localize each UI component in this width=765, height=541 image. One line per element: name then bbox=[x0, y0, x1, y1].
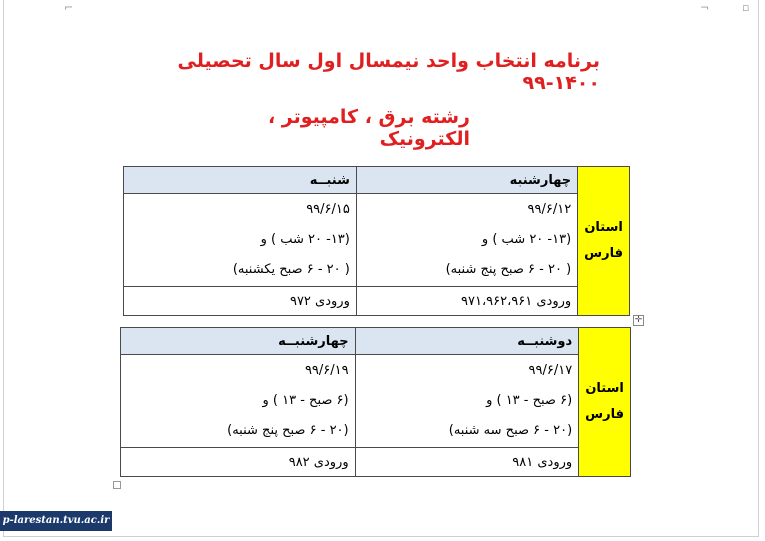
entry-cell: ورودی ۹۸۲ bbox=[121, 448, 356, 477]
corner-crop-mark-icon: ¬ bbox=[700, 1, 710, 14]
schedule-table-2 bbox=[120, 327, 631, 477]
close-icon[interactable]: ▫ bbox=[742, 1, 750, 14]
schedule-table-1 bbox=[123, 166, 630, 316]
entry-cell: ورودی ۹۷۲ bbox=[124, 287, 357, 316]
page-subtitle: رشته برق ، کامپیوتر ، الکترونیک bbox=[267, 106, 470, 150]
day-header: دوشنبــه bbox=[355, 328, 579, 355]
time-text: (۱۳- ۲۰ شب ) و bbox=[260, 232, 350, 247]
table-row bbox=[121, 448, 631, 477]
table-row bbox=[121, 355, 631, 448]
day-header: شنبــه bbox=[124, 167, 357, 194]
schedule-cell bbox=[124, 194, 357, 287]
time-text: (۲۰ - ۶ صبح پنج شنبه) bbox=[227, 423, 349, 438]
time-text: (۱۳- ۲۰ شب ) و bbox=[481, 232, 572, 247]
date-text: ۹۹/۶/۱۵ bbox=[306, 202, 350, 217]
schedule-cell bbox=[356, 194, 577, 287]
table-row bbox=[124, 167, 630, 194]
schedule-cell bbox=[121, 355, 356, 448]
time-text: (۶ صبح - ۱۳ ) و bbox=[486, 393, 573, 408]
day-header: چهارشنبــه bbox=[121, 328, 356, 355]
time-text: (۶ صبح - ۱۳ ) و bbox=[262, 393, 349, 408]
entry-cell: ورودی ۹۸۱ bbox=[355, 448, 579, 477]
table-row bbox=[124, 194, 630, 287]
time-text: (۲۰ - ۶ صبح سه شنبه) bbox=[448, 423, 573, 438]
table-row bbox=[121, 328, 631, 355]
table-move-handle-icon[interactable]: ✛ bbox=[634, 315, 643, 325]
time-text: ( ۲۰ - ۶ صبح یکشنبه) bbox=[232, 262, 350, 277]
day-header: چهارشنبه bbox=[356, 167, 577, 194]
date-text: ۹۹/۶/۱۲ bbox=[527, 202, 572, 217]
time-text: ( ۲۰ - ۶ صبح پنج شنبه) bbox=[445, 262, 572, 277]
region-cell: استان فارس bbox=[578, 167, 630, 316]
schedule-cell bbox=[355, 355, 579, 448]
entry-cell: ورودی ۹۷۱،۹۶۲،۹۶۱ bbox=[356, 287, 577, 316]
site-url-badge: p-larestan.tvu.ac.ir bbox=[0, 511, 112, 531]
corner-crop-mark-icon: ⌐ bbox=[64, 1, 74, 14]
page-title: برنامه انتخاب واحد نیمسال اول سال تحصیلی ۱۴۰۰-۹۹ bbox=[177, 50, 600, 94]
date-text: ۹۹/۶/۱۹ bbox=[304, 363, 349, 378]
table-resize-handle-icon[interactable] bbox=[113, 481, 121, 489]
table-row bbox=[124, 287, 630, 316]
date-text: ۹۹/۶/۱۷ bbox=[528, 363, 573, 378]
region-cell: استان فارس bbox=[579, 328, 631, 477]
